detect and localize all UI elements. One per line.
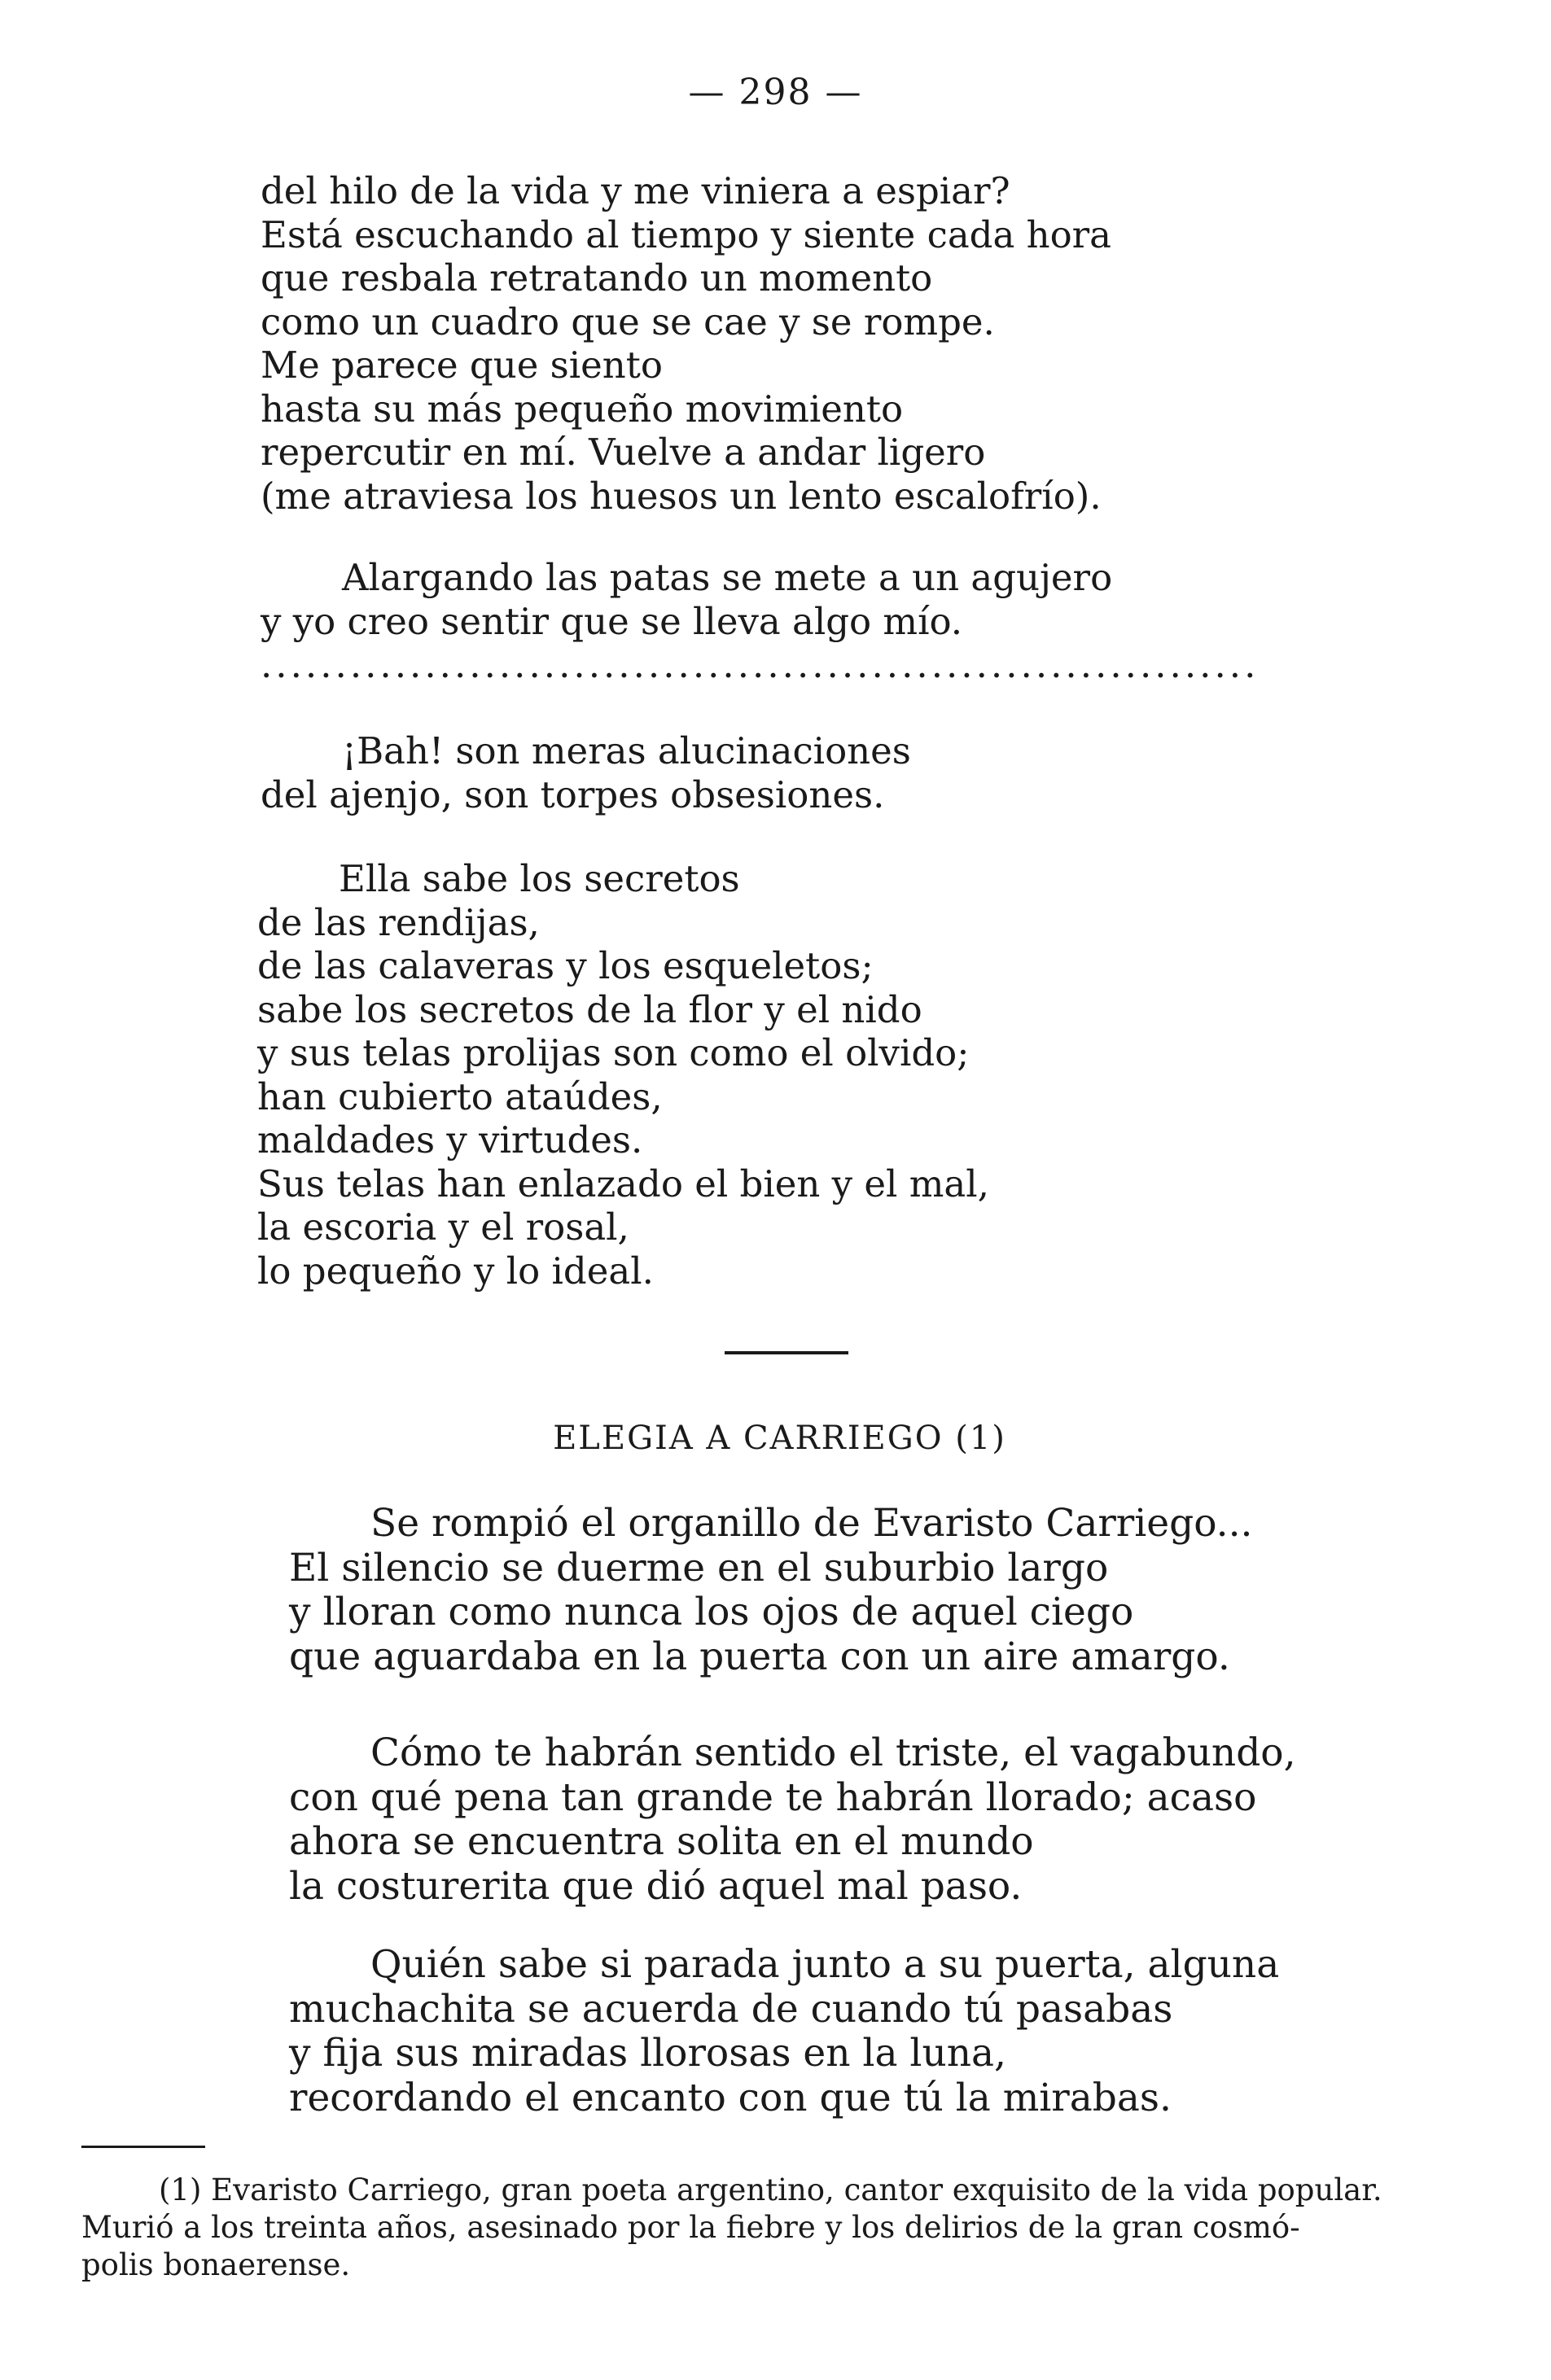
verse-line: El silencio se duerme en el suburbio largo (289, 1545, 1109, 1590)
verse-line: sabe los secretos de la flor y el nido (257, 987, 922, 1031)
verse-line: Alargando las patas se mete a un agujero (342, 556, 1113, 599)
verse-line: Está escuchando al tiempo y siente cada hora (261, 212, 1111, 256)
poem-stanza (257, 857, 989, 1293)
page-number: — 298 — (688, 72, 863, 113)
verse-line: recordando el encanto con que tú la mirabas. (289, 2075, 1172, 2120)
verse-line: la escoria y el rosal, (257, 1205, 629, 1249)
verse-line: ¡Bah! son meras alucinaciones (342, 729, 911, 772)
verse-line: y sus telas prolijas son como el olvido; (257, 1031, 970, 1074)
poem-stanza (289, 1943, 1279, 2120)
verse-line: hasta su más pequeño movimiento (261, 387, 904, 431)
verse-line: han cubierto ataúdes, (257, 1074, 663, 1118)
poem-stanza (261, 729, 911, 816)
verse-line: y yo creo sentir que se lleva algo mío. (261, 599, 963, 643)
poem-stanza (289, 1502, 1253, 1679)
poem-stanza (261, 169, 1111, 518)
verse-line: de las calaveras y los esqueletos; (257, 944, 874, 987)
verse-line: Me parece que siento (261, 343, 663, 387)
footnote-divider (81, 2146, 205, 2148)
verse-line: repercutir en mí. Vuelve a andar ligero (261, 431, 986, 474)
verse-line: y lloran como nunca los ojos de aquel ciego (289, 1590, 1134, 1634)
verse-line: muchachita se acuerda de cuando tú pasabas (289, 1986, 1173, 2032)
section-divider (725, 1351, 848, 1354)
verse-line: Sus telas han enlazado el bien y el mal, (257, 1162, 989, 1205)
verse-line: maldades y virtudes. (257, 1118, 643, 1162)
verse-line: que aguardaba en la puerta con un aire amargo. (289, 1634, 1230, 1679)
poem-title: ELEGIA A CARRIEGO (1) (553, 1420, 1006, 1457)
verse-line: la costurerita que dió aquel mal paso. (289, 1863, 1023, 1909)
poem-stanza (261, 556, 1112, 643)
verse-line: lo pequeño y lo ideal. (257, 1249, 654, 1293)
footnote-line: Murió a los treinta años, asesinado por la fiebre y los delirios de la gran cosmó- (81, 2210, 1300, 2245)
verse-line: Cómo te habrán sentido el triste, el vagabundo, (370, 1730, 1296, 1775)
verse-line: Quién sabe si parada junto a su puerta, alguna (370, 1942, 1280, 1987)
verse-line: ahora se encuentra solita en el mundo (289, 1819, 1034, 1864)
verse-line: Ella sabe los secretos (339, 857, 740, 900)
verse-line: que resbala retratando un momento (261, 256, 933, 300)
verse-line: y fija sus miradas llorosas en la luna, (289, 2031, 1006, 2076)
verse-line: del hilo de la vida y me viniera a espiar? (261, 169, 1010, 212)
verse-line: Se rompió el organillo de Evaristo Carriego... (370, 1501, 1253, 1546)
verse-line: con qué pena tan grande te habrán llorado; acaso (289, 1774, 1257, 1820)
footnote-line: polis bonaerense. (81, 2247, 351, 2282)
verse-line: de las rendijas, (257, 900, 540, 944)
verse-line: como un cuadro que se cae y se rompe. (261, 300, 995, 343)
footnote (81, 2172, 1482, 2284)
poem-stanza (289, 1731, 1296, 1909)
verse-line: del ajenjo, son torpes obsesiones. (261, 772, 885, 816)
footnote-line: (1) Evaristo Carriego, gran poeta argentino, cantor exquisito de la vida popular. (159, 2172, 1382, 2207)
ellipsis-separator: ................................................................... (261, 643, 1260, 686)
verse-line: (me atraviesa los huesos un lento escalofrío). (261, 474, 1102, 518)
